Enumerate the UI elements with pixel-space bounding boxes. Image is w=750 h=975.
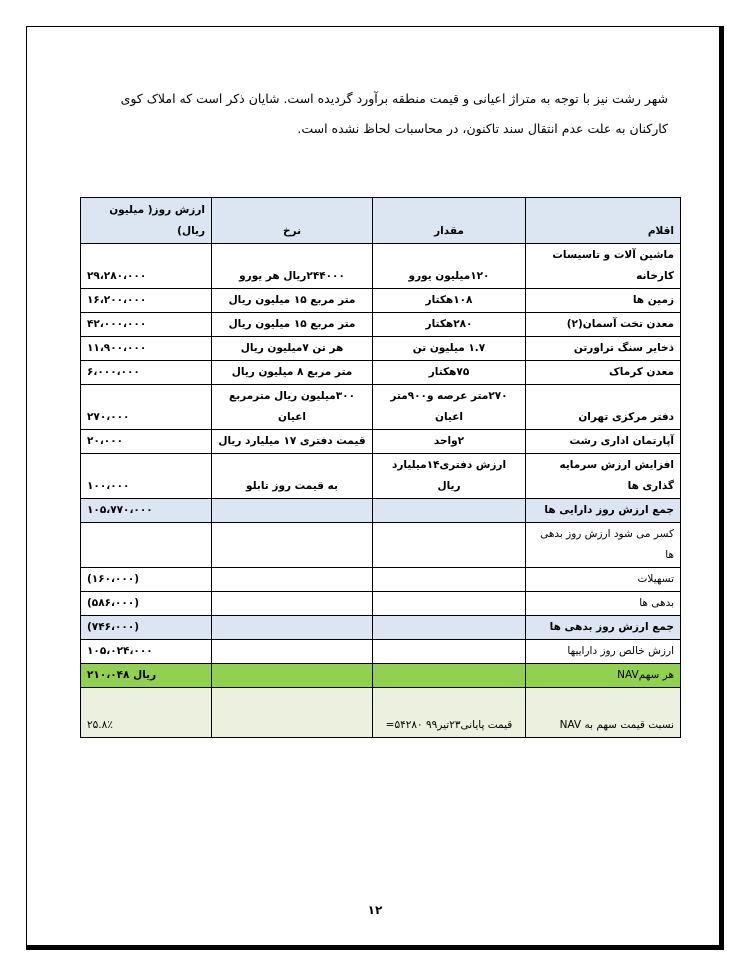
cell-value: ۱۰۰،۰۰۰ bbox=[81, 454, 212, 499]
cell-amount: قیمت پایانی۲۳تیر۹۹ ۵۴۲۸۰= bbox=[373, 688, 526, 738]
total-liabilities-row bbox=[81, 616, 681, 640]
cell-item: تسهیلات bbox=[526, 568, 681, 592]
cell-rate: به قیمت روز تابلو bbox=[212, 454, 373, 499]
header-amount: مقدار bbox=[373, 198, 526, 244]
cell-rate bbox=[212, 592, 373, 616]
paragraph-line-2: کارکنان به علت عدم انتقال سند تاکنون، در محاسبات لحاظ نشده است. bbox=[297, 121, 668, 136]
table-row bbox=[81, 289, 681, 313]
page-number: ۱۲ bbox=[367, 903, 383, 917]
table-row bbox=[81, 313, 681, 337]
cell-value: ۱۶،۲۰۰،۰۰۰ bbox=[81, 289, 212, 313]
cell-rate bbox=[212, 523, 373, 568]
cell-value: ۲۰،۰۰۰ bbox=[81, 430, 212, 454]
paragraph-line-1: شهر رشت نیز با توجه به متراژ اعیانی و قیمت منطقه برآورد گردیده است. شایان ذکر است که املاک کوی bbox=[120, 91, 668, 106]
total-assets-row bbox=[81, 499, 681, 523]
cell-rate: متر مربع ۱۵ میلیون ریال bbox=[212, 289, 373, 313]
table-row bbox=[81, 568, 681, 592]
cell-amount bbox=[373, 664, 526, 688]
cell-value: (۷۴۶،۰۰۰) bbox=[81, 616, 212, 640]
cell-rate: قیمت دفتری ۱۷ میلیارد ریال bbox=[212, 430, 373, 454]
cell-rate: متر مربع ۸ میلیون ریال bbox=[212, 361, 373, 385]
cell-rate: ۳۰۰میلیون ریال مترمربع اعیان bbox=[212, 385, 373, 430]
cell-rate: ۲۴۴۰۰۰ریال هر یورو bbox=[212, 244, 373, 289]
cell-item: ماشین آلات و تاسیسات کارخانه bbox=[526, 244, 681, 289]
cell-value: ۱۱،۹۰۰،۰۰۰ bbox=[81, 337, 212, 361]
cell-value: ۱۰۵،۰۲۴،۰۰۰ bbox=[81, 640, 212, 664]
header-value: ارزش روز( میلیون ریال) bbox=[81, 198, 212, 244]
cell-value: (۵۸۶،۰۰۰) bbox=[81, 592, 212, 616]
body-paragraph bbox=[78, 84, 668, 144]
cell-amount bbox=[373, 592, 526, 616]
cell-value: ۲۵.۸٪ bbox=[81, 688, 212, 738]
cell-value bbox=[81, 523, 212, 568]
cell-value: ۲۱۰،۰۴۸ ریال bbox=[81, 664, 212, 688]
cell-item: هر سهمNAV bbox=[526, 664, 681, 688]
cell-amount: ۲واحد bbox=[373, 430, 526, 454]
cell-item: جمع ارزش روز دارایی ها bbox=[526, 499, 681, 523]
cell-amount: ۲۸۰هکتار bbox=[373, 313, 526, 337]
table-row bbox=[81, 640, 681, 664]
table-header-row bbox=[81, 198, 681, 244]
table-row bbox=[81, 244, 681, 289]
cell-item: نسبت قیمت سهم به NAV bbox=[526, 688, 681, 738]
table-row bbox=[81, 337, 681, 361]
cell-rate: متر مربع ۱۵ میلیون ریال bbox=[212, 313, 373, 337]
cell-amount: ارزش دفتری۱۴میلیارد ریال bbox=[373, 454, 526, 499]
cell-amount bbox=[373, 640, 526, 664]
cell-item: معدن کرماک bbox=[526, 361, 681, 385]
cell-rate bbox=[212, 664, 373, 688]
cell-rate bbox=[212, 616, 373, 640]
table-row bbox=[81, 592, 681, 616]
cell-item: جمع ارزش روز بدهی ها bbox=[526, 616, 681, 640]
cell-value: (۱۶۰،۰۰۰) bbox=[81, 568, 212, 592]
cell-amount bbox=[373, 523, 526, 568]
cell-item: زمین ها bbox=[526, 289, 681, 313]
cell-item: افزایش ارزش سرمایه گذاری ها bbox=[526, 454, 681, 499]
cell-rate bbox=[212, 640, 373, 664]
cell-item: ذخایر سنگ تراورتن bbox=[526, 337, 681, 361]
cell-amount bbox=[373, 616, 526, 640]
valuation-table bbox=[80, 197, 681, 738]
cell-value: ۲۷۰،۰۰۰ bbox=[81, 385, 212, 430]
table-row bbox=[81, 523, 681, 568]
header-rate: نرخ bbox=[212, 198, 373, 244]
cell-amount: ۲۷۰متر عرصه و۹۰۰متر اعیان bbox=[373, 385, 526, 430]
cell-amount bbox=[373, 568, 526, 592]
cell-value: ۶،۰۰۰،۰۰۰ bbox=[81, 361, 212, 385]
cell-rate bbox=[212, 568, 373, 592]
cell-item: معدن تخت آسمان(۲) bbox=[526, 313, 681, 337]
nav-per-share-row bbox=[81, 664, 681, 688]
cell-rate bbox=[212, 499, 373, 523]
cell-amount: ۱۲۰میلیون یورو bbox=[373, 244, 526, 289]
cell-item: بدهی ها bbox=[526, 592, 681, 616]
table-row bbox=[81, 361, 681, 385]
cell-rate: هر تن ۷میلیون ریال bbox=[212, 337, 373, 361]
cell-item: کسر می شود ارزش روز بدهی ها bbox=[526, 523, 681, 568]
cell-item: ارزش خالص روز داراییها bbox=[526, 640, 681, 664]
header-item: اقلام bbox=[526, 198, 681, 244]
cell-amount: ۷۵هکتار bbox=[373, 361, 526, 385]
cell-value: ۴۲،۰۰۰،۰۰۰ bbox=[81, 313, 212, 337]
cell-rate bbox=[212, 688, 373, 738]
table-row bbox=[81, 430, 681, 454]
price-to-nav-row bbox=[81, 688, 681, 738]
cell-amount: ۱.۷ میلیون تن bbox=[373, 337, 526, 361]
cell-amount: ۱۰۸هکتار bbox=[373, 289, 526, 313]
table-row bbox=[81, 385, 681, 430]
cell-amount bbox=[373, 499, 526, 523]
cell-item: آپارتمان اداری رشت bbox=[526, 430, 681, 454]
cell-value: ۲۹،۲۸۰،۰۰۰ bbox=[81, 244, 212, 289]
table-row bbox=[81, 454, 681, 499]
cell-item: دفتر مرکزی تهران bbox=[526, 385, 681, 430]
cell-value: ۱۰۵،۷۷۰،۰۰۰ bbox=[81, 499, 212, 523]
